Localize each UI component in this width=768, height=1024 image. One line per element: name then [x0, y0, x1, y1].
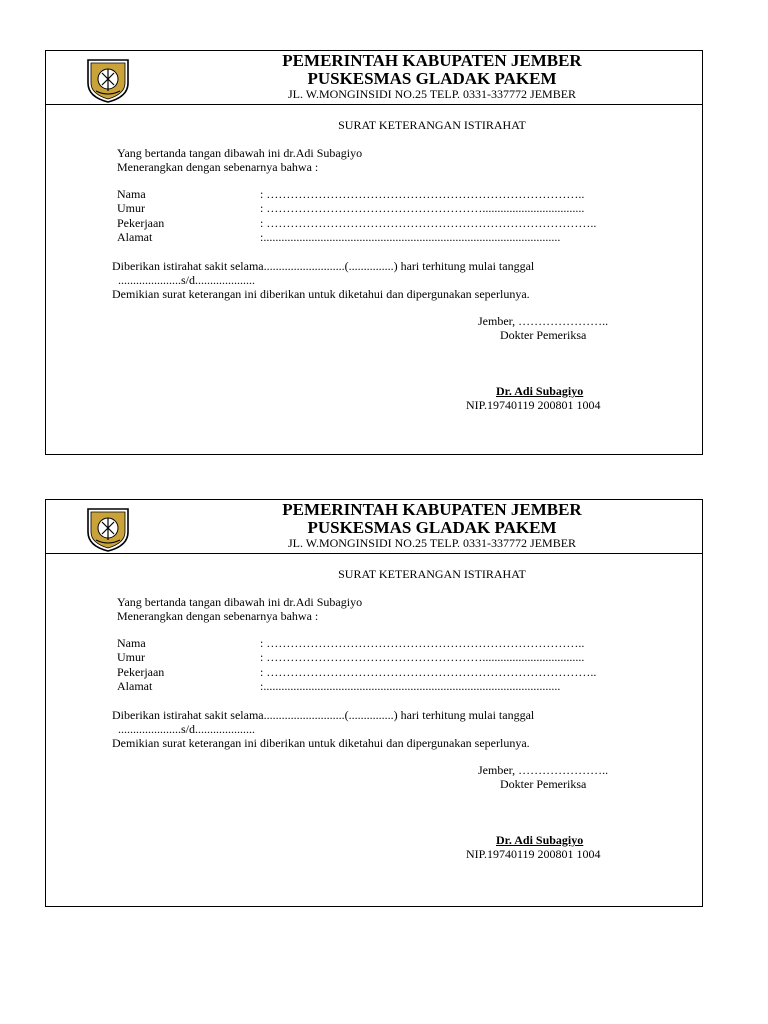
letter-title: SURAT KETERANGAN ISTIRAHAT	[338, 118, 526, 132]
body-line-1: Diberikan istirahat sakit selama...........................(...............) hari terhitung mulai tanggal	[112, 259, 535, 273]
body-line-2: .....................s/d....................	[118, 273, 256, 287]
signature-name: Dr. Adi Subagiyo	[496, 833, 584, 847]
field-label-nama: Nama	[117, 636, 146, 650]
field-blank-umur: : ………………………………………………..................................	[260, 201, 585, 215]
header-divider	[46, 104, 702, 105]
field-label-alamat: Alamat	[117, 230, 153, 244]
letter-1	[45, 50, 703, 455]
intro-line-1: Yang bertanda tangan dibawah ini dr.Adi Subagiyo	[117, 595, 363, 609]
body-line-3: Demikian surat keterangan ini diberikan untuk diketahui dan dipergunakan seperlunya.	[112, 736, 530, 750]
signature-name: Dr. Adi Subagiyo	[496, 384, 584, 398]
intro-line-1: Yang bertanda tangan dibawah ini dr.Adi Subagiyo	[117, 146, 363, 160]
header-title-2: PUSKESMAS GLADAK PAKEM	[307, 69, 557, 88]
header-title-2: PUSKESMAS GLADAK PAKEM	[307, 518, 557, 537]
header-address: JL. W.MONGINSIDI NO.25 TELP. 0331-337772 JEMBER	[287, 536, 577, 550]
field-label-alamat: Alamat	[117, 679, 153, 693]
field-label-umur: Umur	[117, 650, 145, 664]
signature-nip: NIP.19740119 200801 1004	[466, 398, 601, 412]
field-label-pekerjaan: Pekerjaan	[117, 216, 165, 230]
field-blank-alamat: :...................................................................................................	[260, 230, 561, 244]
field-blank-pekerjaan: : ………………………………………………………………………..	[260, 216, 597, 230]
header-address: JL. W.MONGINSIDI NO.25 TELP. 0331-337772 JEMBER	[287, 87, 577, 101]
body-line-2: .....................s/d....................	[118, 722, 256, 736]
field-blank-alamat: :...................................................................................................	[260, 679, 561, 693]
field-label-nama: Nama	[117, 187, 146, 201]
field-blank-pekerjaan: : ………………………………………………………………………..	[260, 665, 597, 679]
field-blank-nama: : ……………………………………………………………………..	[260, 636, 585, 650]
signature-role: Dokter Pemeriksa	[500, 777, 587, 791]
letter-title: SURAT KETERANGAN ISTIRAHAT	[338, 567, 526, 581]
signature-place-date: Jember, …………………..	[478, 763, 609, 777]
signature-role: Dokter Pemeriksa	[500, 328, 587, 342]
body-line-1: Diberikan istirahat sakit selama...........................(...............) hari terhitung mulai tanggal	[112, 708, 535, 722]
signature-place-date: Jember, …………………..	[478, 314, 609, 328]
letter-2	[45, 499, 703, 907]
field-blank-nama: : ……………………………………………………………………..	[260, 187, 585, 201]
field-label-pekerjaan: Pekerjaan	[117, 665, 165, 679]
header-divider	[46, 553, 702, 554]
field-blank-umur: : ………………………………………………..................................	[260, 650, 585, 664]
signature-nip: NIP.19740119 200801 1004	[466, 847, 601, 861]
header-title-1: PEMERINTAH KABUPATEN JEMBER	[282, 51, 582, 70]
intro-line-2: Menerangkan dengan sebenarnya bahwa :	[117, 160, 319, 174]
intro-line-2: Menerangkan dengan sebenarnya bahwa :	[117, 609, 319, 623]
body-line-3: Demikian surat keterangan ini diberikan untuk diketahui dan dipergunakan seperlunya.	[112, 287, 530, 301]
field-label-umur: Umur	[117, 201, 145, 215]
header-title-1: PEMERINTAH KABUPATEN JEMBER	[282, 500, 582, 519]
